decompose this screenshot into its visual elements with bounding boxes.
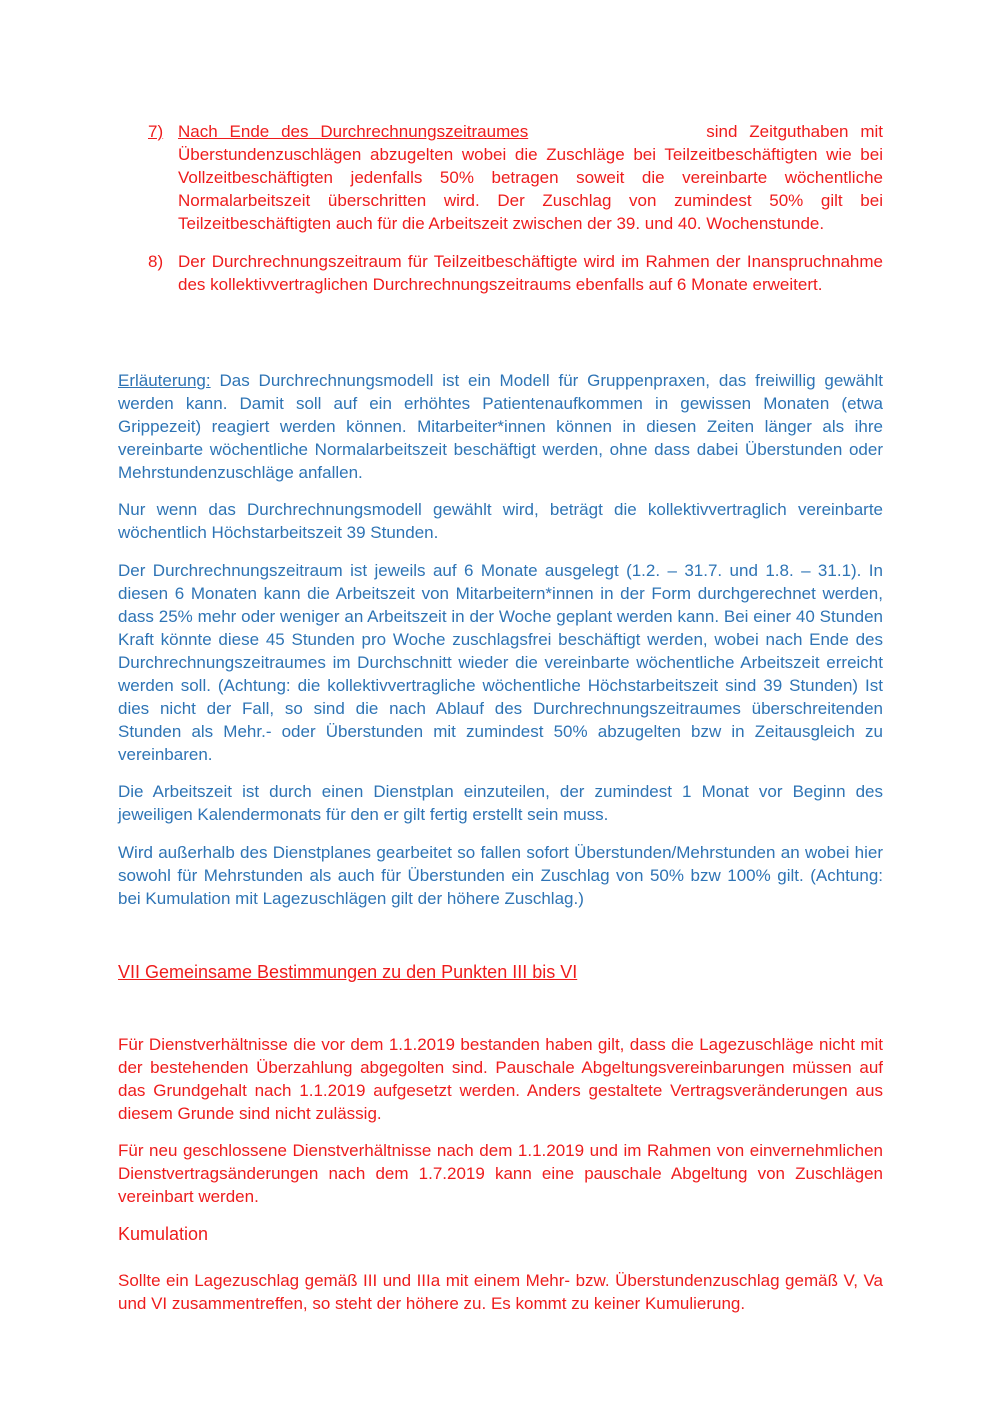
explanation-paragraph-4: Die Arbeitszeit ist durch einen Dienstplan einzuteilen, der zumindest 1 Monat vor Beginn des jeweiligen Kalendermonats für den er gilt fertig erstellt sein muss. bbox=[118, 782, 883, 824]
list-item-text: Der Durchrechnungszeitraum für Teilzeitbeschäftigte wird im Rahmen der Inanspruchnahme des kollektivvertraglichen Durchrechnungszeitraums ebenfalls auf 6 Monate erweitert. bbox=[178, 252, 883, 294]
section-paragraph-2: Für neu geschlossene Dienstverhältnisse nach dem 1.1.2019 und im Rahmen von einvernehmlichen Dienstvertragsänderungen nach dem 1.7.2019 kann eine pauschale Abgeltung von Zuschlägen vereinbart werden. bbox=[118, 1141, 883, 1206]
list-number: 8) bbox=[148, 252, 164, 271]
list-number: 7) bbox=[148, 122, 164, 141]
list-item-8 bbox=[148, 250, 883, 296]
section-paragraph-3: Sollte ein Lagezuschlag gemäß III und IIIa mit einem Mehr- bzw. Überstundenzuschlag gemäß V, Va und VI zusammentreffen, so steht der höhere zu. Es kommt zu keiner Kumulierung. bbox=[118, 1271, 883, 1313]
explanation-paragraph-1 bbox=[118, 369, 883, 484]
explanation-paragraph-5: Wird außerhalb des Dienstplanes gearbeitet so fallen sofort Überstunden/Mehrstunden an wobei hier sowohl für Mehrstunden als auch für Überstunden ein Zuschlag von 50% bzw 100% gilt. (Achtung: bei Kumulation mit Lagezuschlägen gilt der höhere Zuschlag.) bbox=[118, 843, 883, 908]
explanation-paragraph-2: Nur wenn das Durchrechnungsmodell gewählt wird, beträgt die kollektivvertraglich vereinbarte wöchentlich Höchstarbeitszeit 39 Stunden. bbox=[118, 500, 883, 542]
list-item-text: Überstundenzuschlägen abzugelten wobei die Zuschläge bei Teilzeitbeschäftigten wie bei Vollzeitbeschäftigten jedenfalls 50% betragen soweit die vereinbarte wöchentliche Normalarbeitszeit überschritten wird. Der Zuschlag von zumindest 50% gilt bei Teilzeitbeschäftigten auch für die Arbeitszeit zwischen der 39. und 40. Wochenstunde. bbox=[178, 145, 883, 233]
section-paragraph-1: Für Dienstverhältnisse die vor dem 1.1.2019 bestanden haben gilt, dass die Lagezuschläge nicht mit der bestehenden Überzahlung abgegolten sind. Pauschale Abgeltungsvereinbarungen müssen auf das Grundgehalt nach 1.1.2019 aufgesetzt werden. Anders gestaltete Vertragsveränderungen aus diesem Grunde sind nicht zulässig. bbox=[118, 1035, 883, 1123]
section-heading: VII Gemeinsame Bestimmungen zu den Punkten III bis VI bbox=[118, 962, 578, 982]
explanation-label: Erläuterung: bbox=[118, 371, 211, 390]
list-item-lead: Nach Ende des Durchrechnungszeitraumes bbox=[178, 122, 529, 141]
list-item-7 bbox=[148, 120, 883, 235]
subheading-kumulation: Kumulation bbox=[118, 1224, 209, 1244]
list-item-first-line: sind Zeitguthaben mit bbox=[706, 122, 884, 141]
explanation-text: Das Durchrechnungsmodell ist ein Modell für Gruppenpraxen, das freiwillig gewählt werden kann. Damit soll auf ein erhöhtes Patientenaufkommen in gewissen Monaten (etwa Grippezeit) reagiert werden können. Mitarbeiter*innen können in diesen Zeiten länger als ihre vereinbarte wöchentliche Normalarbeitszeit beschäftigt werden, ohne dass dabei Überstunden oder Mehrstundenzuschläge anfallen. bbox=[118, 371, 883, 482]
explanation-paragraph-3: Der Durchrechnungszeitraum ist jeweils auf 6 Monate ausgelegt (1.2. – 31.7. und 1.8. – 31.1). In diesen 6 Monaten kann die Arbeitszeit von Mitarbeitern*innen in der Form durchgerechnet werden, dass 25% mehr oder weniger an Arbeitszeit in der Woche geplant werden kann. Bei einer 40 Stunden Kraft könnte diese 45 Stunden pro Woche zuschlagsfrei beschäftigt werden, wobei nach Ende des Durchrechnungszeitraumes im Durchschnitt wieder die vereinbarte wöchentliche Arbeitszeit erreicht werden soll. (Achtung: die kollektivvertragliche wöchentliche Höchstarbeitszeit sind 39 Stunden) Ist dies nicht der Fall, so sind die nach Ablauf des Durchrechnungszeitraumes überschreitenden Stunden als Mehr.- oder Überstunden mit zumindest 50% abzugelten bzw in Zeitausgleich zu vereinbaren. bbox=[118, 561, 883, 764]
